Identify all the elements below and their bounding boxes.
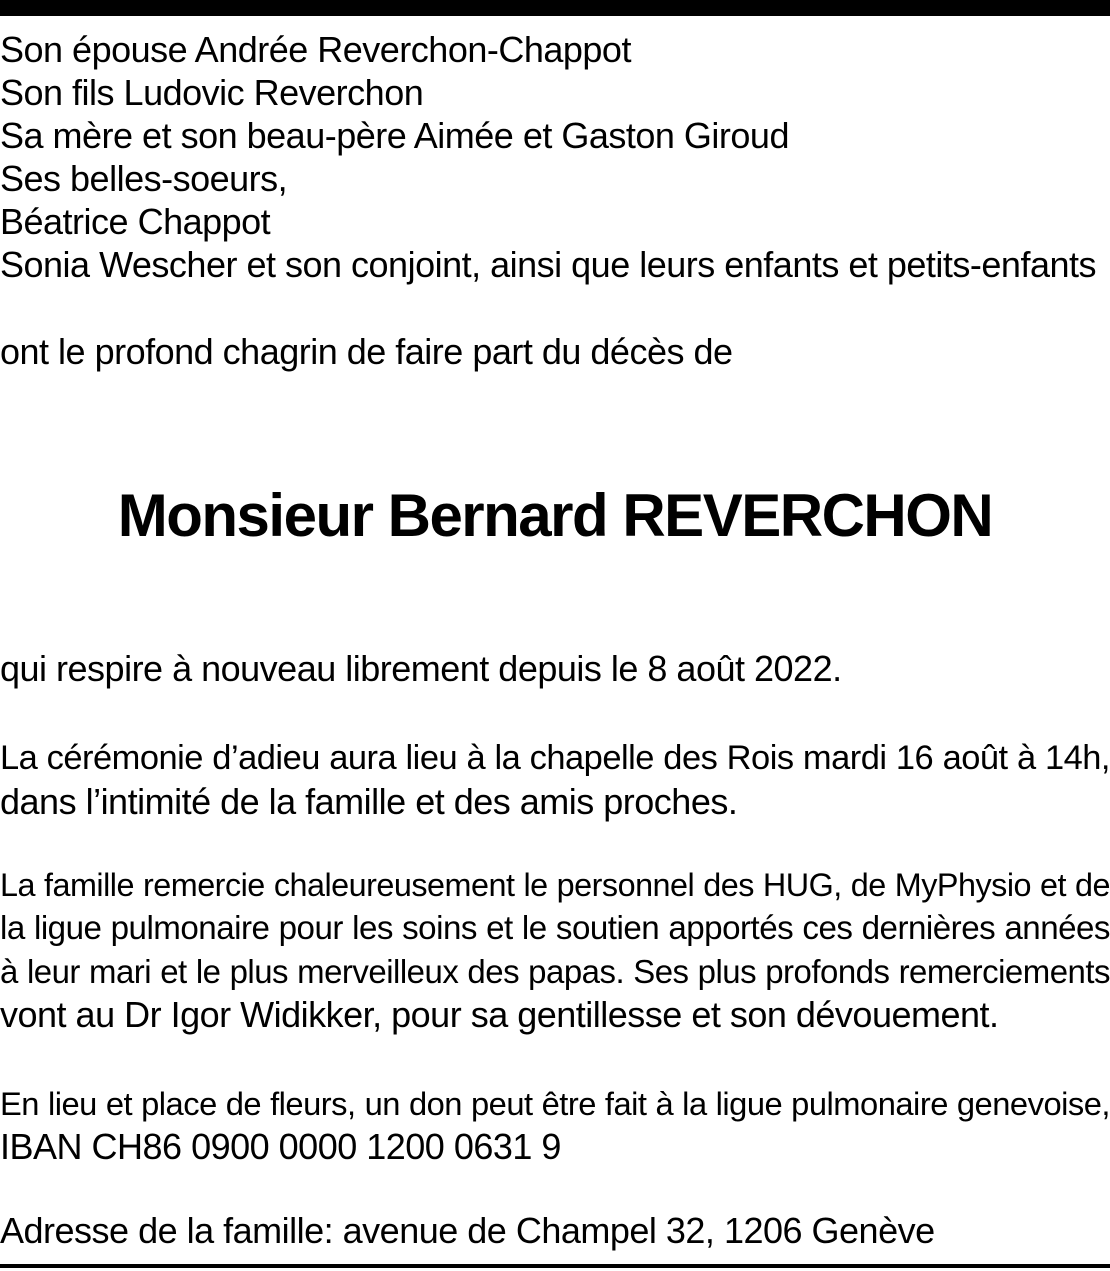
ceremony-line-2: dans l’intimité de la famille et des amis proches. (0, 781, 738, 822)
donation-line-1: En lieu et place de fleurs, un don peut être fait à la ligue pulmonaire genevoise, (0, 1085, 1110, 1122)
family-line-son: Son fils Ludovic Reverchon (0, 72, 424, 113)
family-line-parents: Sa mère et son beau-père Aimée et Gaston Giroud (0, 115, 789, 156)
passing-line: qui respire à nouveau librement depuis le 8 août 2022. (0, 648, 842, 689)
donation-iban: IBAN CH86 0900 0000 1200 0631 9 (0, 1126, 561, 1167)
thanks-line-3: à leur mari et le plus merveilleux des papas. Ses plus profonds remerciements (0, 953, 1110, 990)
family-line-spouse: Son épouse Andrée Reverchon-Chappot (0, 29, 631, 70)
family-line-sonia: Sonia Wescher et son conjoint, ainsi que leurs enfants et petits-enfants (0, 244, 1096, 285)
deceased-name: Monsieur Bernard REVERCHON (117, 482, 993, 549)
thanks-line-4: vont au Dr Igor Widikker, pour sa gentillesse et son dévouement. (0, 994, 999, 1035)
ceremony-line-1: La cérémonie d’adieu aura lieu à la chapelle des Rois mardi 16 août à 14h, (0, 739, 1110, 777)
bottom-border (0, 1264, 1110, 1268)
family-line-beatrice: Béatrice Chappot (0, 201, 271, 242)
family-line-sisters-in-law: Ses belles-soeurs, (0, 158, 288, 199)
thanks-line-2: la ligue pulmonaire pour les soins et le soutien apportés ces dernières années (0, 910, 1110, 947)
top-border (0, 0, 1110, 16)
family-address: Adresse de la famille: avenue de Champel 32, 1206 Genève (0, 1210, 935, 1251)
thanks-line-1: La famille remercie chaleureusement le personnel des HUG, de MyPhysio et de (0, 867, 1110, 903)
announcement-text: ont le profond chagrin de faire part du décès de (0, 331, 733, 372)
